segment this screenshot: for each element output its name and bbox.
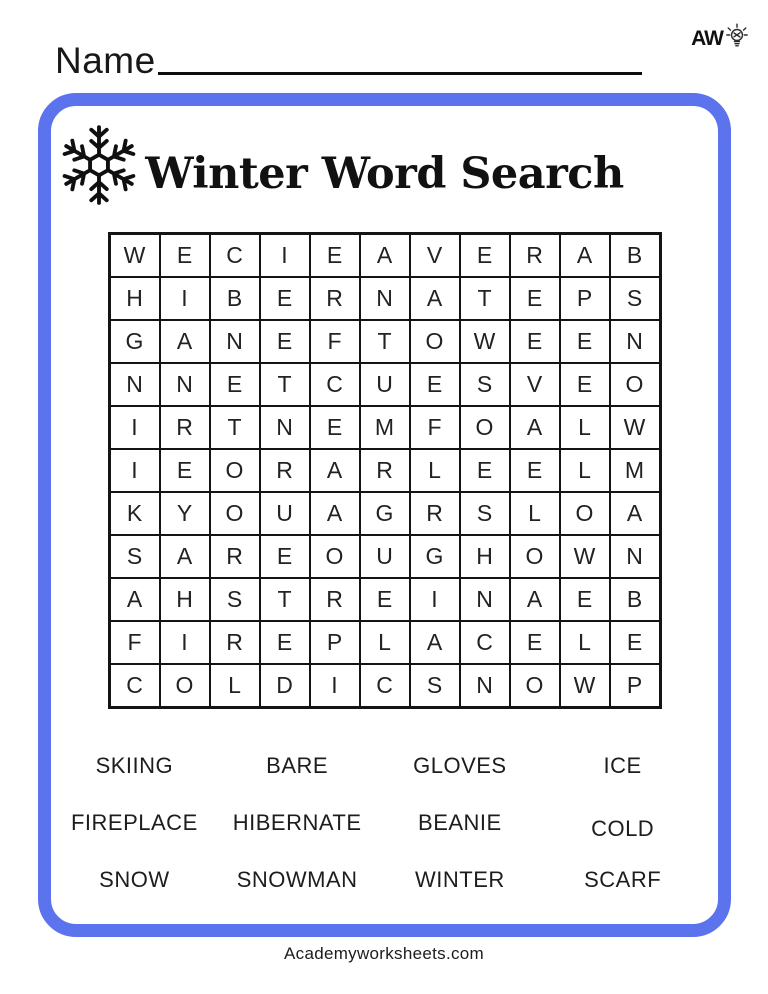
letter-grid xyxy=(108,232,662,709)
grid-cell-r4c7[interactable]: E xyxy=(410,363,460,406)
grid-cell-r10c10[interactable]: L xyxy=(560,621,610,664)
grid-cell-r2c1[interactable]: H xyxy=(110,277,160,320)
brand-logo-text: AW xyxy=(691,26,723,50)
grid-cell-r5c6[interactable]: M xyxy=(360,406,410,449)
grid-cell-r4c10[interactable]: E xyxy=(560,363,610,406)
grid-cell-r8c4[interactable]: E xyxy=(260,535,310,578)
grid-cell-r10c4[interactable]: E xyxy=(260,621,310,664)
puzzle-frame xyxy=(38,93,731,937)
grid-cell-r2c9[interactable]: E xyxy=(510,277,560,320)
grid-cell-r1c11[interactable]: B xyxy=(610,234,660,277)
grid-cell-r6c2[interactable]: E xyxy=(160,449,210,492)
grid-cell-r8c8[interactable]: H xyxy=(460,535,510,578)
grid-cell-r5c9[interactable]: A xyxy=(510,406,560,449)
grid-cell-r5c1[interactable]: I xyxy=(110,406,160,449)
word-item: GLOVES xyxy=(413,753,507,778)
grid-cell-r10c9[interactable]: E xyxy=(510,621,560,664)
grid-cell-r6c9[interactable]: E xyxy=(510,449,560,492)
word-row xyxy=(53,867,704,893)
grid-cell-r3c4[interactable]: E xyxy=(260,320,310,363)
grid-cell-r4c4[interactable]: T xyxy=(260,363,310,406)
grid-cell-r7c8[interactable]: S xyxy=(460,492,510,535)
grid-cell-r4c6[interactable]: U xyxy=(360,363,410,406)
grid-cell-r11c1[interactable]: C xyxy=(110,664,160,707)
grid-cell-r11c2[interactable]: O xyxy=(160,664,210,707)
grid-cell-r2c11[interactable]: S xyxy=(610,277,660,320)
grid-cell-r1c5[interactable]: E xyxy=(310,234,360,277)
grid-cell-r9c11[interactable]: B xyxy=(610,578,660,621)
grid-cell-r4c2[interactable]: N xyxy=(160,363,210,406)
grid-cell-r6c10[interactable]: L xyxy=(560,449,610,492)
word-item: FIREPLACE xyxy=(70,810,198,835)
word-item: SKIING xyxy=(95,753,174,778)
grid-cell-r3c8[interactable]: W xyxy=(460,320,510,363)
grid-cell-r10c11[interactable]: E xyxy=(610,621,660,664)
grid-cell-r3c3[interactable]: N xyxy=(210,320,260,363)
grid-cell-r11c8[interactable]: N xyxy=(460,664,510,707)
grid-cell-r4c11[interactable]: O xyxy=(610,363,660,406)
grid-cell-r3c10[interactable]: E xyxy=(560,320,610,363)
grid-cell-r8c5[interactable]: O xyxy=(310,535,360,578)
grid-cell-r3c11[interactable]: N xyxy=(610,320,660,363)
grid-cell-r10c5[interactable]: P xyxy=(310,621,360,664)
grid-cell-r3c9[interactable]: E xyxy=(510,320,560,363)
footer xyxy=(0,944,768,964)
grid-cell-r8c7[interactable]: G xyxy=(410,535,460,578)
lightbulb-icon xyxy=(724,22,750,55)
grid-cell-r2c7[interactable]: A xyxy=(410,277,460,320)
grid-cell-r3c1[interactable]: G xyxy=(110,320,160,363)
word-item: SCARF xyxy=(584,867,662,892)
grid-cell-r11c6[interactable]: C xyxy=(360,664,410,707)
grid-cell-r2c8[interactable]: T xyxy=(460,277,510,320)
grid-cell-r1c2[interactable]: E xyxy=(160,234,210,277)
grid-cell-r10c7[interactable]: A xyxy=(410,621,460,664)
word-item: WINTER xyxy=(414,867,505,892)
word-item: SNOWMAN xyxy=(236,867,358,892)
grid-cell-r6c11[interactable]: M xyxy=(610,449,660,492)
grid-cell-r1c3[interactable]: C xyxy=(210,234,260,277)
grid-cell-r11c4[interactable]: D xyxy=(260,664,310,707)
name-label: Name xyxy=(55,40,156,81)
grid-cell-r7c3[interactable]: O xyxy=(210,492,260,535)
grid-cell-r9c4[interactable]: T xyxy=(260,578,310,621)
grid-cell-r11c5[interactable]: I xyxy=(310,664,360,707)
grid-cell-r8c6[interactable]: U xyxy=(360,535,410,578)
grid-cell-r10c1[interactable]: F xyxy=(110,621,160,664)
grid-cell-r11c7[interactable]: S xyxy=(410,664,460,707)
snowflake-icon xyxy=(56,122,142,213)
grid-cell-r1c7[interactable]: V xyxy=(410,234,460,277)
grid-cell-r5c11[interactable]: W xyxy=(610,406,660,449)
grid-cell-r8c3[interactable]: R xyxy=(210,535,260,578)
word-row xyxy=(53,810,704,841)
word-item: BEANIE xyxy=(418,810,502,835)
word-item: ICE xyxy=(603,753,642,778)
grid-cell-r7c1[interactable]: K xyxy=(110,492,160,535)
grid-cell-r4c9[interactable]: V xyxy=(510,363,560,406)
grid-cell-r1c8[interactable]: E xyxy=(460,234,510,277)
grid-cell-r3c5[interactable]: F xyxy=(310,320,360,363)
grid-cell-r5c8[interactable]: O xyxy=(460,406,510,449)
grid-cell-r6c3[interactable]: O xyxy=(210,449,260,492)
grid-cell-r8c2[interactable]: A xyxy=(160,535,210,578)
grid-cell-r4c8[interactable]: S xyxy=(460,363,510,406)
word-row xyxy=(53,753,704,779)
word-list xyxy=(51,753,718,893)
grid-cell-r11c9[interactable]: O xyxy=(510,664,560,707)
grid-cell-r8c9[interactable]: O xyxy=(510,535,560,578)
grid-cell-r3c2[interactable]: A xyxy=(160,320,210,363)
grid-cell-r9c2[interactable]: H xyxy=(160,578,210,621)
grid-cell-r11c11[interactable]: P xyxy=(610,664,660,707)
grid-cell-r1c6[interactable]: A xyxy=(360,234,410,277)
grid-cell-r7c2[interactable]: Y xyxy=(160,492,210,535)
grid-cell-r9c6[interactable]: E xyxy=(360,578,410,621)
footer-url: Academyworksheets.com xyxy=(284,944,484,963)
grid-cell-r7c11[interactable]: A xyxy=(610,492,660,535)
grid-cell-r2c6[interactable]: N xyxy=(360,277,410,320)
grid-cell-r1c9[interactable]: R xyxy=(510,234,560,277)
grid-cell-r6c7[interactable]: L xyxy=(410,449,460,492)
grid-cell-r6c4[interactable]: R xyxy=(260,449,310,492)
grid-cell-r2c10[interactable]: P xyxy=(560,277,610,320)
grid-cell-r5c4[interactable]: N xyxy=(260,406,310,449)
grid-cell-r8c10[interactable]: W xyxy=(560,535,610,578)
word-item: HIBERNATE xyxy=(232,810,362,835)
grid-cell-r4c5[interactable]: C xyxy=(310,363,360,406)
grid-cell-r7c10[interactable]: O xyxy=(560,492,610,535)
grid-cell-r2c2[interactable]: I xyxy=(160,277,210,320)
grid-cell-r10c3[interactable]: R xyxy=(210,621,260,664)
grid-cell-r1c4[interactable]: I xyxy=(260,234,310,277)
grid-cell-r5c5[interactable]: E xyxy=(310,406,360,449)
grid-cell-r2c5[interactable]: R xyxy=(310,277,360,320)
grid-cell-r2c3[interactable]: B xyxy=(210,277,260,320)
grid-cell-r6c8[interactable]: E xyxy=(460,449,510,492)
grid-cell-r7c6[interactable]: G xyxy=(360,492,410,535)
grid-cell-r3c6[interactable]: T xyxy=(360,320,410,363)
grid-cell-r7c5[interactable]: A xyxy=(310,492,360,535)
brand-logo xyxy=(691,22,750,55)
grid-cell-r8c11[interactable]: N xyxy=(610,535,660,578)
grid-cell-r7c7[interactable]: R xyxy=(410,492,460,535)
grid-cell-r5c3[interactable]: T xyxy=(210,406,260,449)
word-item: SNOW xyxy=(99,867,170,892)
grid-cell-r3c7[interactable]: O xyxy=(410,320,460,363)
grid-cell-r5c2[interactable]: R xyxy=(160,406,210,449)
word-item: COLD xyxy=(591,816,655,841)
word-item: BARE xyxy=(266,753,329,778)
title-row xyxy=(51,106,718,232)
puzzle-title: Winter Word Search xyxy=(145,149,624,199)
grid-cell-r10c6[interactable]: L xyxy=(360,621,410,664)
grid-cell-r4c3[interactable]: E xyxy=(210,363,260,406)
grid-cell-r1c1[interactable]: W xyxy=(110,234,160,277)
grid-cell-r10c8[interactable]: C xyxy=(460,621,510,664)
grid-cell-r9c10[interactable]: E xyxy=(560,578,610,621)
grid-cell-r5c7[interactable]: F xyxy=(410,406,460,449)
grid-cell-r11c10[interactable]: W xyxy=(560,664,610,707)
grid-cell-r10c2[interactable]: I xyxy=(160,621,210,664)
grid-cell-r9c3[interactable]: S xyxy=(210,578,260,621)
name-row xyxy=(55,42,642,81)
grid-cell-r6c5[interactable]: A xyxy=(310,449,360,492)
grid-cell-r8c1[interactable]: S xyxy=(110,535,160,578)
grid-cell-r1c10[interactable]: A xyxy=(560,234,610,277)
grid-cell-r6c6[interactable]: R xyxy=(360,449,410,492)
grid-cell-r5c10[interactable]: L xyxy=(560,406,610,449)
grid-cell-r9c7[interactable]: I xyxy=(410,578,460,621)
grid-cell-r4c1[interactable]: N xyxy=(110,363,160,406)
grid-cell-r9c1[interactable]: A xyxy=(110,578,160,621)
grid-cell-r9c8[interactable]: N xyxy=(460,578,510,621)
name-input-line[interactable] xyxy=(158,72,642,75)
grid-cell-r7c4[interactable]: U xyxy=(260,492,310,535)
grid-cell-r7c9[interactable]: L xyxy=(510,492,560,535)
grid-cell-r9c9[interactable]: A xyxy=(510,578,560,621)
grid-cell-r11c3[interactable]: L xyxy=(210,664,260,707)
grid-cell-r2c4[interactable]: E xyxy=(260,277,310,320)
grid-cell-r9c5[interactable]: R xyxy=(310,578,360,621)
grid-cell-r6c1[interactable]: I xyxy=(110,449,160,492)
